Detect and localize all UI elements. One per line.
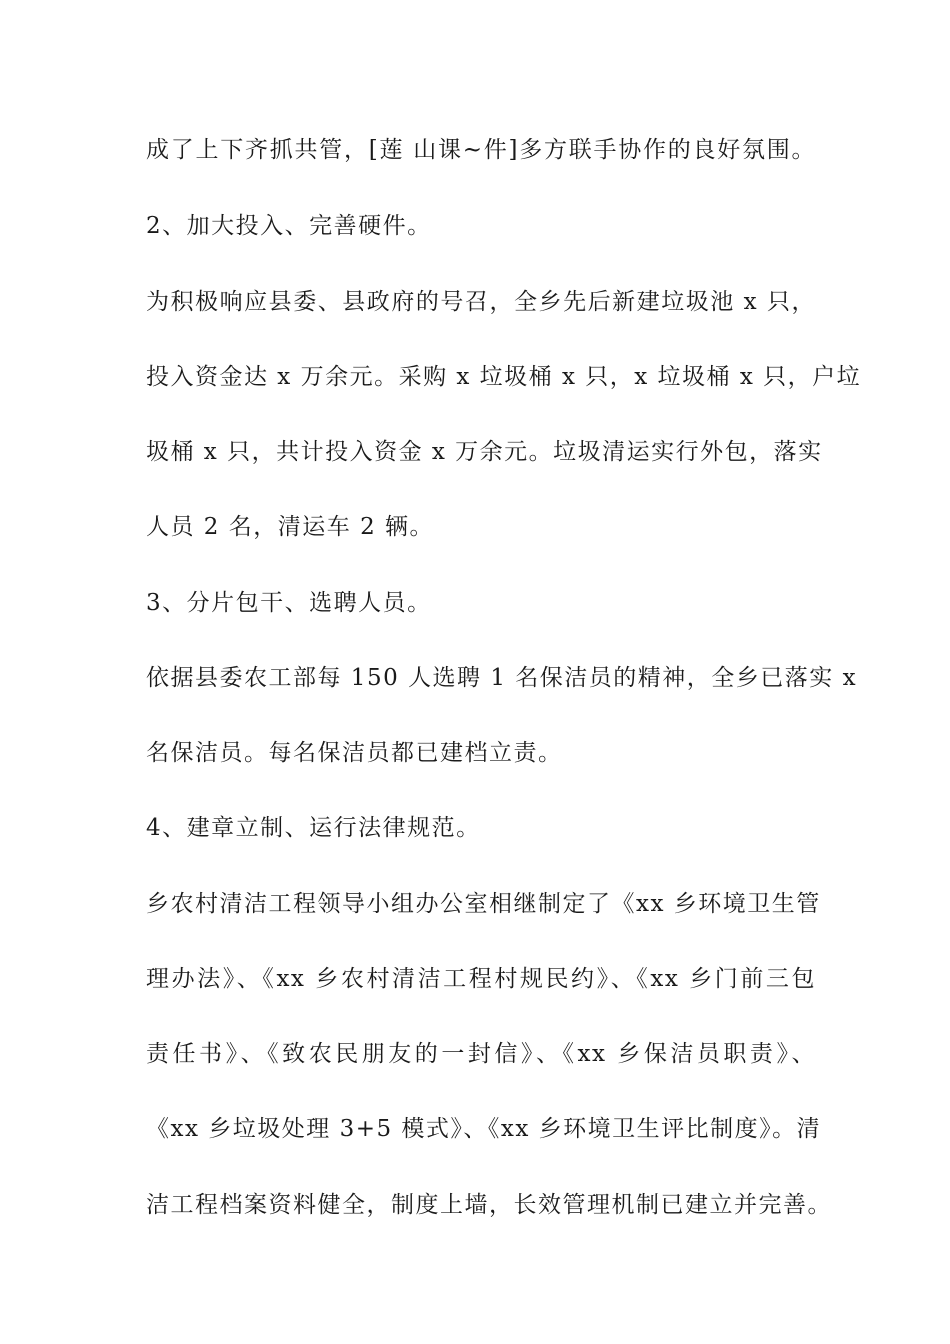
text-line-15: 洁工程档案资料健全，制度上墙，长效管理机制已建立并完善。: [146, 1192, 832, 1218]
text-line-9: 名保洁员。每名保洁员都已建档立责。: [146, 740, 563, 766]
text-line-13: 责任书》、《致农民朋友的一封信》、《xx 乡保洁员职责》、: [146, 1041, 816, 1067]
text-line-11: 乡农村清洁工程领导小组办公室相继制定了《xx 乡环境卫生管: [146, 891, 821, 917]
text-line-6: 人员 2 名，清运车 2 辆。: [146, 514, 435, 540]
section-heading-3: 3、分片包干、选聘人员。: [146, 590, 432, 616]
text-line-5: 圾桶 x 只，共计投入资金 x 万余元。垃圾清运实行外包，落实: [146, 439, 823, 465]
text-line-4: 投入资金达 x 万余元。采购 x 垃圾桶 x 只，x 垃圾桶 x 只，户垃: [146, 364, 862, 390]
text-line-1: 成了上下齐抓共管，[莲 山课~件]多方联手协作的良好氛围。: [146, 137, 816, 163]
section-heading-2: 2、加大投入、完善硬件。: [146, 213, 432, 239]
text-line-8: 依据县委农工部每 150 人选聘 1 名保洁员的精神，全乡已落实 x: [146, 665, 858, 691]
text-line-14: 《xx 乡垃圾处理 3+5 模式》、《xx 乡环境卫生评比制度》。清: [146, 1116, 822, 1142]
text-line-12: 理办法》、《xx 乡农村清洁工程村规民约》、《xx 乡门前三包: [146, 966, 816, 992]
text-line-3: 为积极响应县委、县政府的号召，全乡先后新建垃圾池 x 只，: [146, 289, 816, 315]
section-heading-4: 4、建章立制、运行法律规范。: [146, 815, 481, 841]
